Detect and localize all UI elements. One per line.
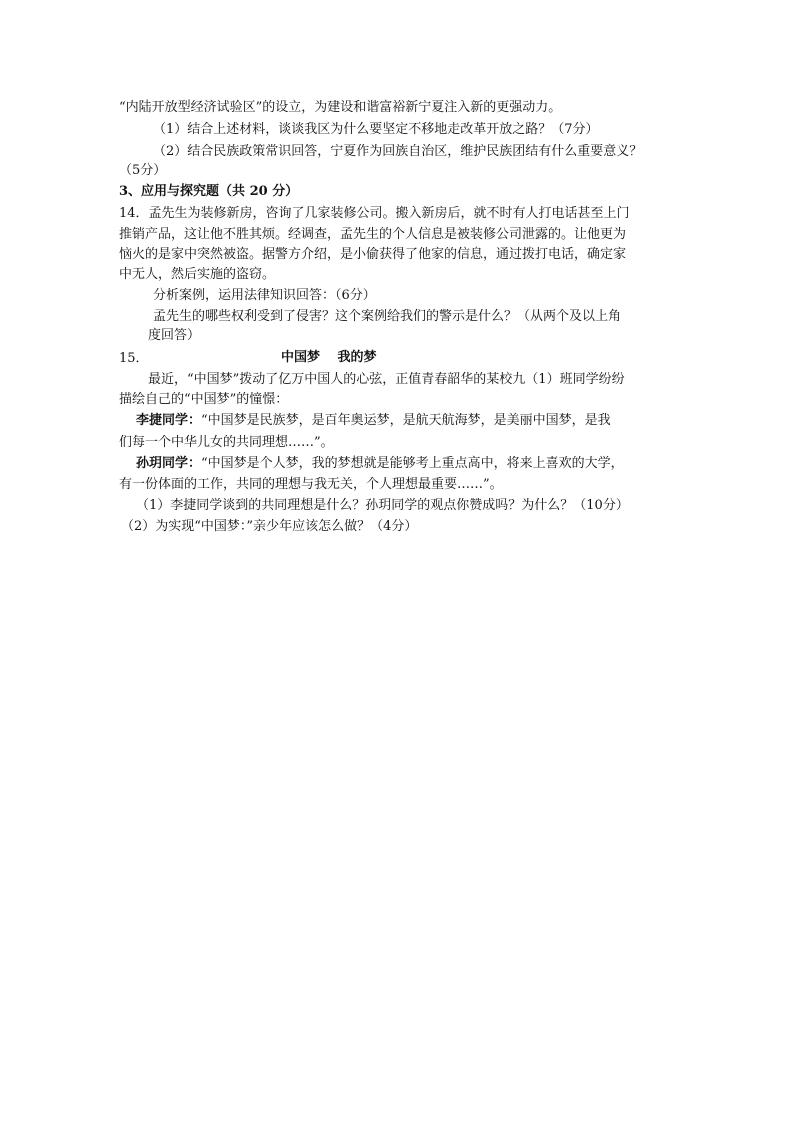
q13-continuation: “内陆开放型经济试验区”的设立，为建设和谐富裕新宁夏注入新的更强动力。 — [119, 100, 562, 115]
q15-speaker-2-line — [136, 455, 624, 473]
q14-instruction: 分析案例，运用法律知识回答：（6分） — [153, 288, 376, 303]
q15-subquestion-2: （2）为实现“中国梦：”亲少年应该怎么做？（4分） — [121, 519, 418, 534]
q14-line-4: 中无人，然后实施的盗窃。 — [119, 267, 276, 282]
quote-sunyue-2: 有一份体面的工作，共同的理想与我无关，个人理想最重要……”。 — [119, 477, 503, 492]
speaker-name-sunyue: 孙玥同学： — [136, 456, 202, 471]
q15-subquestion-1: （1）李捷同学谈到的共同理想是什么？孙玥同学的观点你赞成吗？为什么？（10分） — [136, 498, 629, 513]
quote-lijie-2: 们每一个中华儿女的共同理想……”。 — [119, 435, 334, 450]
q14-line-3: 恼火的是家中突然被盗。据警方介绍，是小偷获得了他家的信息，通过拨打电话，确定家 — [119, 247, 627, 262]
q13-subquestion-2-score: （5分） — [119, 163, 167, 178]
q13-subquestion-2: （2）结合民族政策常识回答，宁夏作为回族自治区，维护民族团结有什么重要意义？ — [153, 144, 643, 159]
quote-lijie-1: “中国梦是民族梦，是百年奥运梦，是航天航海梦，是美丽中国梦，是我 — [201, 413, 611, 428]
q14-question-line-2: 度回答） — [148, 328, 201, 343]
q14-line-2: 推销产品，这让他不胜其烦。经调查，孟先生的个人信息是被装修公司泄露的。让他更为 — [119, 227, 627, 242]
q15-intro-line-1: 最近，“中国梦”拨动了亿万中国人的心弦，正值青春韶华的某校九（1）班同学纷纷 — [148, 372, 625, 387]
q15-intro-line-2: 描绘自己的“中国梦”的憧憬： — [119, 392, 289, 407]
q15-speaker-1-line — [136, 412, 611, 430]
q13-subquestion-1: （1）结合上述材料，谈谈我区为什么要坚定不移地走改革开放之路？（7分） — [153, 122, 599, 137]
q14-line-1: 14．孟先生为装修新房，咨询了几家装修公司。搬入新房后，就不时有人打电话甚至上门 — [119, 206, 630, 221]
section-3-heading: 3、应用与探究题（共 20 分） — [119, 184, 299, 199]
q15-title: 中国梦 我的梦 — [281, 350, 377, 365]
q15-number: 15． — [119, 351, 149, 366]
q14-question-line-1: 孟先生的哪些权利受到了侵害？这个案例给我们的警示是什么？（从两个及以上角 — [153, 309, 622, 324]
quote-sunyue-1: “中国梦是个人梦，我的梦想就是能够考上重点高中，将来上喜欢的大学， — [201, 456, 624, 471]
speaker-name-lijie: 李捷同学： — [136, 413, 202, 428]
